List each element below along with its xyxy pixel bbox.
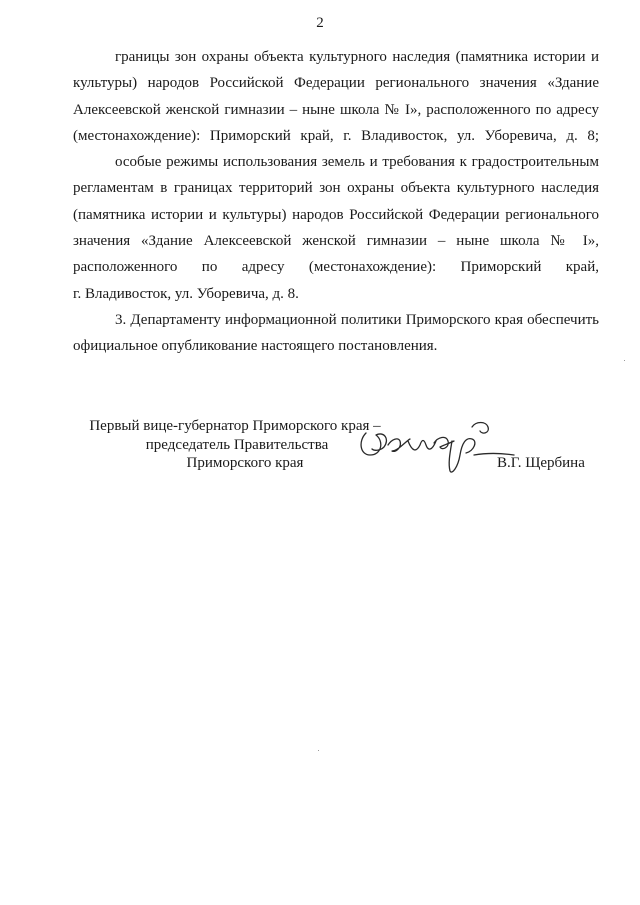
paragraph-zone-borders [73, 44, 599, 149]
text-line: г. Владивосток, ул. Уборевича, д. 8. [73, 285, 299, 302]
text-line: значения «Здание Алексеевской женской гимназии – ныне школа № I», [73, 233, 599, 250]
signatory-title-line: Приморского края [186, 455, 304, 471]
text-line: расположенного по адресу (местонахождение): Приморский край, [73, 259, 599, 276]
text-line: Алексеевской женской гимназии – ныне школа № I», расположенного по адресу [73, 101, 599, 118]
text-line: культуры) народов Российской Федерации регионального значения «Здание [73, 75, 599, 92]
text-line: границы зон охраны объекта культурного наследия (памятника истории и [115, 49, 599, 65]
text-line: особые режимы использования земель и требования к градостроительным [115, 154, 599, 171]
signatory-title [85, 417, 385, 473]
page-number: 2 [316, 15, 324, 31]
text-line: официальное опубликование настоящего постановления. [73, 338, 438, 355]
signatory-title-line: председатель Правительства [145, 436, 329, 453]
scan-speck [624, 360, 625, 361]
paragraph-land-use-regimes [73, 149, 599, 307]
signatory-name: В.Г. Щербина [497, 455, 585, 471]
text-line: (местонахождение): Приморский край, г. Владивосток, ул. Уборевича, д. 8; [73, 127, 599, 144]
signatory-title-line: Первый вице-губернатор Приморского края – [89, 418, 381, 434]
text-line: (памятника истории и культуры) народов Российской Федерации регионального [73, 206, 599, 223]
scan-speck [318, 750, 319, 751]
paragraph-publication-order [73, 307, 599, 360]
document-body [73, 44, 599, 360]
text-line: регламентам в границах территорий зон охраны объекта культурного наследия [73, 180, 599, 197]
text-line: 3. Департаменту информационной политики Приморского края обеспечить [115, 311, 599, 328]
